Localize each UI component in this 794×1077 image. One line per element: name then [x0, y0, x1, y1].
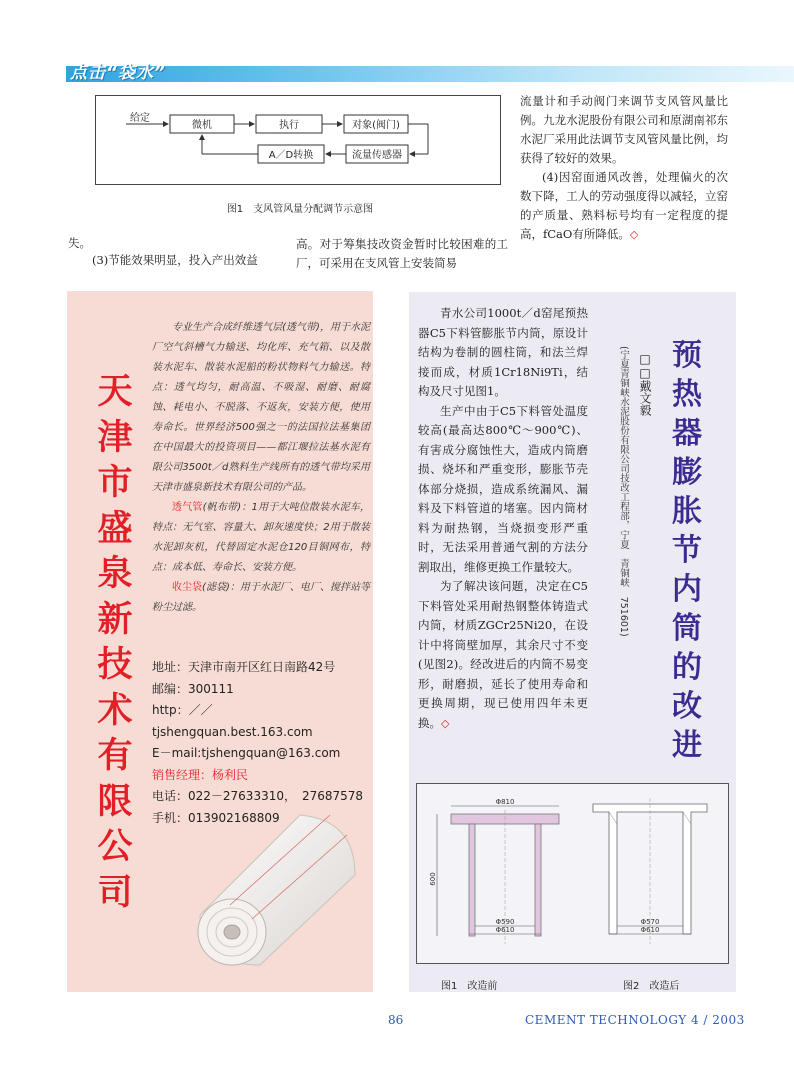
ad-intro: 专业生产合成纤维透气层(透气带)，用于水泥厂空气斜槽气力输送、均化库、充气箱、以及散装水泥车、散装水泥船的粉状物料气力输送。特点：透气均匀，耐高温、不吸湿、耐磨、耐腐蚀、耗电小、不脱落、不返灰，安装方便，使用寿命长。世界经济500强之一的法国拉法基集团在中国最大的投资项目——都江堰拉法基水泥有限公司3500t／d熟料生产线所有的透气带均采用天津市盛泉新技术有限公司的产品。 [152, 322, 370, 493]
article-affiliation: (宁夏青铜峡水泥股份有限公司技改工程部，宁夏 青铜峡 751601) [618, 346, 629, 637]
ad-product-2 [152, 578, 370, 618]
ad-website[interactable]: http：／／tjshengquan.best.163.com [152, 703, 313, 739]
strip-text-mid: 高。对于筹集技改资金暂时比较困难的工厂，可采用在支风管上安装简易 [296, 237, 508, 270]
drawing-after [593, 798, 707, 944]
block-ad-label: A／D转换 [268, 150, 314, 161]
dim-outer-diameter: Φ610 [640, 926, 660, 934]
block-computer-label: 微机 [192, 120, 212, 131]
ad-phone: 电话：022－27633310， 27687578 [152, 789, 364, 803]
ad-company-name: 天津市盛泉新技术有限公司 [97, 372, 133, 913]
figure1-diagram [95, 95, 501, 185]
article-body [418, 304, 588, 733]
ad-mobile: 手机：013902168809 [152, 810, 280, 825]
block-valve-label: 对象(阀门) [352, 120, 400, 131]
paragraph: 流量计和手动阀门来调节支风管风量比例。九龙水泥股份有限公司和原湖南祁东水泥厂采用此法调节支风管风量比例，均获得了较好的效果。 [520, 94, 728, 165]
strip-text-left-2: (3)节能效果明显，投入产出效益 [92, 253, 258, 267]
product-2-name: 收尘袋 [172, 582, 203, 593]
input-label: 给定 [130, 113, 150, 124]
ad-product-1 [152, 498, 370, 578]
figure-caption-before: 图1 改造前 [441, 981, 498, 992]
figure2-drawings [416, 783, 729, 964]
article-paragraph: 青水公司1000t／d窑尾预热器C5下料管膨胀节内筒，原设计结构为卷制的圆柱筒，和法兰焊接而成，材质1Cr18Ni9Ti，结构及尺寸见图1。 [418, 306, 588, 398]
section-header-label: 点击“袋水” [70, 63, 166, 83]
end-mark-icon: ◇ [629, 228, 639, 241]
dim-top-diameter: Φ810 [495, 798, 515, 806]
dim-outer-diameter: Φ610 [495, 926, 515, 934]
ad-manager: 销售经理：杨利民 [152, 767, 249, 782]
figure1-caption: 图1 支风管风量分配调节示意图 [226, 204, 374, 215]
article-author: □□戴文毅 [638, 352, 652, 416]
dim-inner-diameter: Φ570 [640, 918, 660, 926]
journal-name: CEMENT TECHNOLOGY 4 / 2003 [525, 1013, 745, 1027]
drawing-before [429, 798, 559, 944]
end-mark-icon: ◇ [441, 716, 450, 730]
ad-description [152, 318, 370, 618]
ad-address: 地址：天津市南开区红日南路42号 [152, 660, 336, 674]
page-number: 86 [388, 1013, 404, 1027]
article-title: 预热器膨胀节内筒的改进 [672, 338, 702, 763]
strip-text-left-1: 失。 [68, 236, 91, 250]
ad-postcode: 邮编：300111 [152, 681, 234, 696]
block-actuator-label: 执行 [279, 120, 299, 131]
product-1-text: (帆布带)：1用于大吨位散装水泥车，特点：无气室、容量大、卸灰速度快；2用于散装水泥卸灰机，代替固定水泥仓120目铜网布，特点：成本低、寿命长、安装方便。 [152, 502, 370, 573]
article-paragraph-text: 为了解决该问题，决定在C5下料管处采用耐热钢整体铸造式内筒，材质ZGCr25Ni20，在设计中将筒壁加厚，其余尺寸不变(见图2)。经改进后的内筒不易变形，耐磨损，延长了使用寿命和更换周期，现已使用四年未更换。 [418, 579, 588, 730]
product-2-text: (滤袋)：用于水泥厂、电厂、搅拌站等粉尘过滤。 [152, 582, 370, 613]
block-diagram [96, 96, 500, 184]
ad-email[interactable]: E－mail:tjshengquan@163.com [152, 746, 341, 760]
paragraph-text: (4)因窑面通风改善，处理偏火的次数下降，工人的劳动强度得以减轻，立窑的产质量、熟料标号均有一定程度的提高，fCaO有所降低。 [520, 170, 728, 241]
product-1-name: 透气管 [172, 502, 203, 513]
dim-inner-diameter: Φ590 [495, 918, 515, 926]
dim-height: 600 [429, 872, 437, 886]
right-column-text [520, 92, 728, 244]
article-paragraph: 生产中由于C5下料管处温度较高(最高达800℃～900℃)、有害成分腐蚀性大，造成内筒磨损、烧坏和严重变形，膨胀节壳体部分烧损，造成系统漏风、漏料及下料管道的堵塞。因内筒材料为耐热钢，当烧损变形严重时，无法采用普通气割的方法分割取出，维修更换工作量较大。 [418, 403, 588, 574]
article-paragraph [418, 577, 588, 733]
paragraph [520, 168, 728, 244]
fabric-roll-image [190, 795, 365, 970]
header-band [66, 66, 794, 82]
block-sensor-label: 流量传感器 [352, 150, 402, 161]
figure-caption-after: 图2 改造后 [623, 981, 680, 992]
